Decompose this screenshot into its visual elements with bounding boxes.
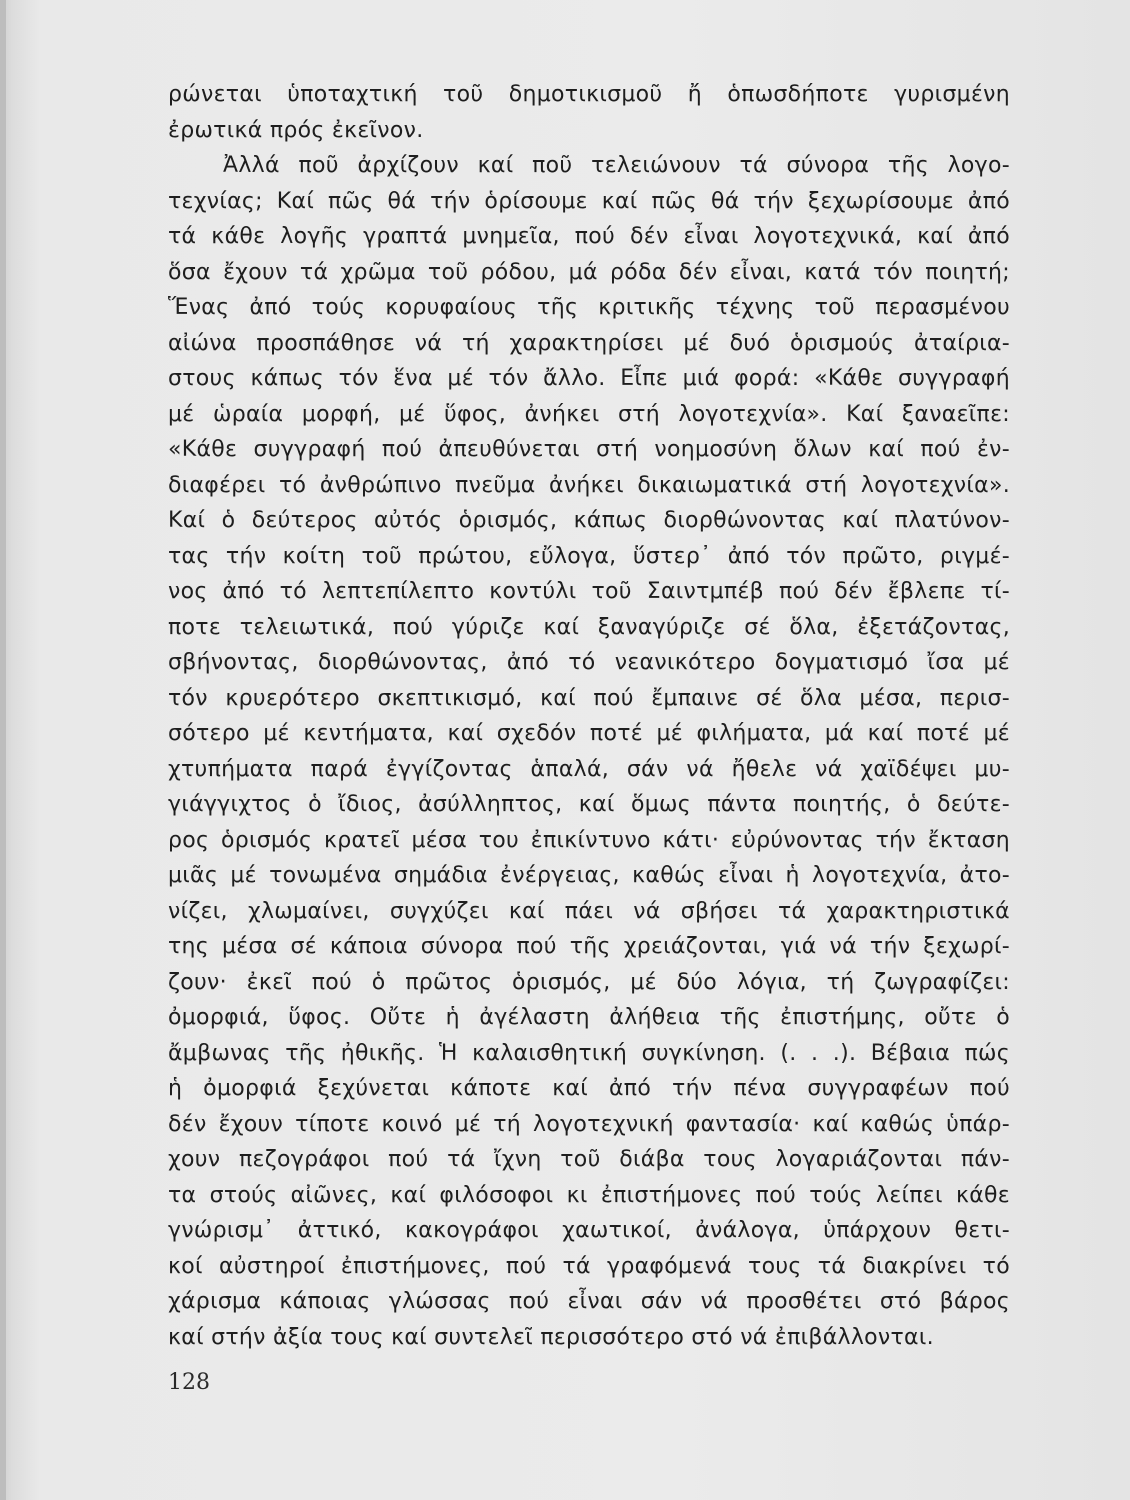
text-line: ἡ ὀμορφιά ξεχύνεται κάποτε καί ἀπό τήν πένα συγγραφέων πού (168, 1076, 1010, 1101)
text-line: μιᾶς μέ τονωμένα σημάδια ἐνέργειας, καθώς εἶναι ἡ λογοτεχνία, ἀτο- (168, 863, 1010, 888)
text-line: καί στήν ἀξία τους καί συντελεῖ περισσότερο στό νά ἐπιβάλλονται. (168, 1324, 934, 1350)
text-line: σβήνοντας, διορθώνοντας, ἀπό τό νεανικότερο δογματισμό ἴσα μέ (168, 650, 1010, 675)
text-line: μέ ὡραία μορφή, μέ ὕφος, ἀνήκει στή λογοτεχνία». Καί ξαναεῖπε: (168, 401, 1010, 427)
text-line: χτυπήματα παρά ἐγγίζοντας ἁπαλά, σάν νά ἤθελε νά χαϊδέψει μυ- (168, 756, 1010, 782)
text-line: ρος ὁρισμός κρατεῖ μέσα του ἐπικίντυνο κάτι· εὐρύνοντας τήν ἔκταση (168, 827, 1010, 853)
text-line: γνώρισμ᾽ ἀττικό, κακογράφοι χαωτικοί, ἀνάλογα, ὑπάρχουν θετι- (168, 1218, 1010, 1243)
text-line: τεχνίας; Καί πῶς θά τήν ὁρίσουμε καί πῶς θά τήν ξεχωρίσουμε ἀπό (168, 188, 1010, 214)
text-line: της μέσα σέ κάποια σύνορα πού τῆς χρειάζονται, γιά νά τήν ξεχωρί- (168, 934, 1010, 959)
text-line: Καί ὁ δεύτερος αὐτός ὁρισμός, κάπως διορθώνοντας καί πλατύνον- (168, 508, 1010, 533)
text-line: χάρισμα κάποιας γλώσσας πού εἶναι σάν νά προσθέτει στό βάρος (168, 1289, 1010, 1314)
text-line: Ἀλλά ποῦ ἀρχίζουν καί ποῦ τελειώνουν τά σύνορα τῆς λογο- (223, 153, 1010, 178)
text-line: νίζει, χλωμαίνει, συγχύζει καί πάει νά σβήσει τά χαρακτηριστικά (168, 898, 1010, 924)
text-line: τα στούς αἰῶνες, καί φιλόσοφοι κι ἐπιστήμονες πού τούς λείπει κάθε (168, 1182, 1010, 1208)
text-line: γιάγγιχτος ὁ ἴδιος, ἀσύλληπτος, καί ὅμως πάντα ποιητής, ὁ δεύτε- (168, 792, 1010, 817)
text-line: αἰώνα προσπάθησε νά τή χαρακτηρίσει μέ δυό ὁρισμούς ἀταίρια- (168, 330, 1010, 356)
text-line: ὅσα ἔχουν τά χρῶμα τοῦ ρόδου, μά ρόδα δέν εἶναι, κατά τόν ποιητή; (168, 259, 1010, 285)
page-number: 128 (168, 1370, 210, 1395)
text-line: σότερο μέ κεντήματα, καί σχεδόν ποτέ μέ φιλήματα, μά καί ποτέ μέ (168, 721, 1010, 746)
text-line: «Κάθε συγγραφή πού ἀπευθύνεται στή νοημοσύνη ὅλων καί πού ἐν- (168, 437, 1010, 462)
text-line: διαφέρει τό ἀνθρώπινο πνεῦμα ἀνήκει δικαιωματικά στή λογοτεχνία». (168, 472, 1010, 498)
text-line: ζουν· ἐκεῖ πού ὁ πρῶτος ὁρισμός, μέ δύο λόγια, τή ζωγραφίζει: (168, 969, 1010, 995)
text-line: τας τήν κοίτη τοῦ πρώτου, εὔλογα, ὕστερ᾽ ἀπό τόν πρῶτο, ριγμέ- (168, 543, 1010, 569)
text-line: δέν ἔχουν τίποτε κοινό μέ τή λογοτεχνική φαντασία· καί καθώς ὑπάρ- (168, 1111, 1010, 1137)
page-binding-edge (0, 0, 6, 1500)
text-line: ὀμορφιά, ὕφος. Οὔτε ἡ ἀγέλαστη ἀλήθεια τῆς ἐπιστήμης, οὔτε ὁ (168, 1005, 1010, 1030)
text-line: ρώνεται ὑποταχτική τοῦ δημοτικισμοῦ ἤ ὁπωσδήποτε γυρισμένη (168, 82, 1010, 107)
text-line: ποτε τελειωτικά, πού γύριζε καί ξαναγύριζε σέ ὅλα, ἐξετάζοντας, (168, 614, 1010, 640)
text-line: νος ἀπό τό λεπτεπίλεπτο κοντύλι τοῦ Σαιντμπέβ πού δέν ἔβλεπε τί- (168, 579, 1010, 604)
text-line: στους κάπως τόν ἕνα μέ τόν ἄλλο. Εἶπε μιά φορά: «Κάθε συγγραφή (168, 366, 1010, 391)
text-line: τά κάθε λογῆς γραπτά μνημεῖα, πού δέν εἶναι λογοτεχνικά, καί ἀπό (168, 224, 1010, 249)
text-line: ἐρωτικά πρός ἐκεῖνον. (168, 117, 424, 143)
text-line: χουν πεζογράφοι πού τά ἴχνη τοῦ διάβα τους λογαριάζονται πάν- (168, 1147, 1010, 1172)
body-text (168, 77, 1010, 1355)
text-line: Ἕνας ἀπό τούς κορυφαίους τῆς κριτικῆς τέχνης τοῦ περασμένου (168, 295, 1010, 320)
text-line: κοί αὐστηροί ἐπιστήμονες, πού τά γραφόμενά τους τά διακρίνει τό (168, 1253, 1010, 1279)
text-line: ἄμβωνας τῆς ἠθικῆς. Ἡ καλαισθητική συγκίνηση. (. . .). Βέβαια πώς (168, 1040, 1010, 1066)
text-line: τόν κρυερότερο σκεπτικισμό, καί πού ἔμπαινε σέ ὅλα μέσα, περισ- (168, 685, 1010, 711)
